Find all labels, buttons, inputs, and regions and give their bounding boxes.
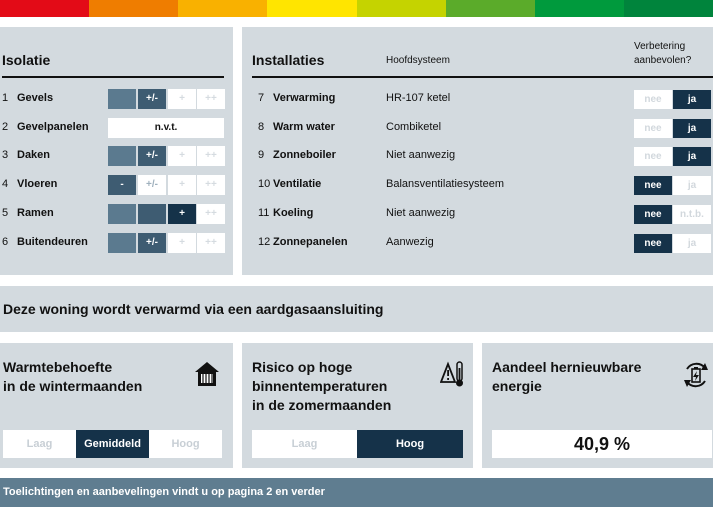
- row-label: Ventilatie: [273, 178, 322, 191]
- improvement-nee: nee: [634, 234, 672, 253]
- energy-band-6: [446, 0, 535, 17]
- rating-cell-1: -: [108, 175, 136, 195]
- row-number: 1: [2, 92, 9, 104]
- risico-title-line-2: binnentemperaturen: [252, 378, 388, 394]
- rating-cell-4: ++: [197, 204, 225, 224]
- installatie-row: [258, 204, 713, 224]
- improvement-nee: nee: [634, 90, 672, 109]
- warmtebehoefte-title-line-1: Warmtebehoefte: [3, 359, 113, 375]
- risico-option: Laag: [252, 430, 357, 458]
- isolatie-title: Isolatie: [2, 52, 51, 68]
- installatie-row: [258, 89, 713, 109]
- improvement-ja: ja: [673, 176, 711, 195]
- row-system: Combiketel: [386, 120, 442, 133]
- row-label: Zonneboiler: [273, 149, 336, 162]
- row-system: Balansventilatiesysteem: [386, 178, 505, 191]
- row-label: Buitendeuren: [17, 235, 88, 248]
- rating-cell-4: ++: [197, 146, 225, 166]
- row-system: Niet aanwezig: [386, 206, 456, 219]
- house-heating-icon: [193, 360, 221, 388]
- risico-option: Hoog: [357, 430, 463, 458]
- row-label: Gevels: [17, 92, 54, 104]
- improvement-ja: n.t.b.: [673, 205, 711, 224]
- rating-cell-3: +: [168, 175, 196, 195]
- column-header-hoofdsysteem: Hoofdsysteem: [386, 55, 450, 66]
- warmtebehoefte-option: Laag: [3, 430, 76, 458]
- isolatie-row: [2, 233, 224, 253]
- energy-band-7: [535, 0, 624, 17]
- installaties-rule: [252, 76, 713, 78]
- column-header-verbetering: Verbetering: [634, 41, 686, 52]
- energy-band-4: [267, 0, 356, 17]
- isolatie-row: [2, 89, 224, 109]
- isolatie-rule: [2, 76, 224, 78]
- row-system: Aanwezig: [386, 235, 434, 248]
- row-label: Vloeren: [17, 178, 58, 191]
- row-system: Niet aanwezig: [386, 149, 456, 162]
- row-number: 10: [258, 178, 271, 191]
- row-label: Ramen: [17, 206, 54, 219]
- row-system: HR-107 ketel: [386, 92, 451, 104]
- row-label: Zonnepanelen: [273, 235, 348, 248]
- footer-text: Toelichtingen en aanbevelingen vindt u op pagina 2 en verder: [3, 486, 325, 498]
- installatie-row: [258, 175, 713, 195]
- isolatie-row: [2, 175, 224, 195]
- energy-band-2: [89, 0, 178, 17]
- rating-cell-3: +: [168, 89, 196, 109]
- warmtebehoefte-option: Hoog: [149, 430, 222, 458]
- installatie-row: [258, 118, 713, 138]
- energy-band-3: [178, 0, 267, 17]
- rating-cell-2: [138, 204, 166, 224]
- thermometer-warning-icon: [440, 360, 466, 388]
- rating-cell-2: +/-: [138, 89, 166, 109]
- improvement-ja: ja: [673, 234, 711, 253]
- row-number: 5: [2, 206, 9, 219]
- rating-cell-2: +/-: [138, 146, 166, 166]
- isolatie-row: [2, 146, 224, 166]
- risico-title-line-1: Risico op hoge: [252, 359, 353, 375]
- row-number: 8: [258, 120, 265, 133]
- row-label: Warm water: [273, 120, 335, 133]
- isolatie-row: [2, 118, 224, 138]
- energy-band-1: [0, 0, 89, 17]
- rating-cell-4: ++: [197, 175, 225, 195]
- improvement-ja: ja: [673, 90, 711, 109]
- rating-cell-4: ++: [197, 89, 225, 109]
- rating-cell-1: [108, 204, 136, 224]
- risico-title-line-3: in de zomermaanden: [252, 397, 392, 413]
- warmtebehoefte-option: Gemiddeld: [76, 430, 149, 458]
- improvement-ja: ja: [673, 119, 711, 138]
- rating-cell-1: [108, 89, 136, 109]
- rating-cell-3: +: [168, 204, 196, 224]
- rating-cell-2: +/-: [138, 175, 166, 195]
- column-header-aanbevolen: aanbevolen?: [634, 55, 692, 66]
- rating-cell-3: +: [168, 146, 196, 166]
- rating-cell-2: +/-: [138, 233, 166, 253]
- improvement-nee: nee: [634, 147, 672, 166]
- footer-bar: [0, 478, 713, 507]
- row-number: 12: [258, 235, 271, 248]
- hernieuwbaar-value: 40,9 %: [573, 434, 631, 454]
- row-number: 11: [258, 206, 270, 219]
- hernieuwbaar-title-line-1: Aandeel hernieuwbare: [492, 359, 642, 375]
- row-number: 6: [2, 235, 9, 248]
- hernieuwbaar-title-line-2: energie: [492, 378, 542, 394]
- installaties-title: Installaties: [252, 52, 325, 68]
- improvement-nee: nee: [634, 205, 672, 224]
- energy-band-5: [357, 0, 446, 17]
- rating-cell-1: [108, 146, 136, 166]
- rating-cell-4: ++: [197, 233, 225, 253]
- row-label: Verwarming: [273, 92, 336, 104]
- row-label: Gevelpanelen: [17, 120, 89, 133]
- row-label: Koeling: [273, 206, 314, 219]
- row-number: 7: [258, 92, 265, 104]
- rating-cell-3: +: [168, 233, 196, 253]
- improvement-nee: nee: [634, 119, 672, 138]
- row-number: 9: [258, 149, 265, 162]
- row-number: 4: [2, 178, 9, 191]
- energy-label-strip: [0, 0, 713, 17]
- row-number: 3: [2, 149, 9, 162]
- renewable-battery-icon: [681, 360, 711, 390]
- rating-cell-1: [108, 233, 136, 253]
- isolatie-row: [2, 204, 224, 224]
- rating-cell-nvt: n.v.t.: [108, 118, 224, 138]
- installatie-row: [258, 233, 713, 253]
- improvement-ja: ja: [673, 147, 711, 166]
- improvement-nee: nee: [634, 176, 672, 195]
- warmtebehoefte-title-line-2: in de wintermaanden: [3, 378, 143, 394]
- energy-band-8: [624, 0, 713, 17]
- row-number: 2: [2, 120, 9, 133]
- installatie-row: [258, 146, 713, 166]
- row-label: Daken: [17, 149, 51, 162]
- heating-note: Deze woning wordt verwarmd via een aardgasaansluiting: [3, 301, 384, 317]
